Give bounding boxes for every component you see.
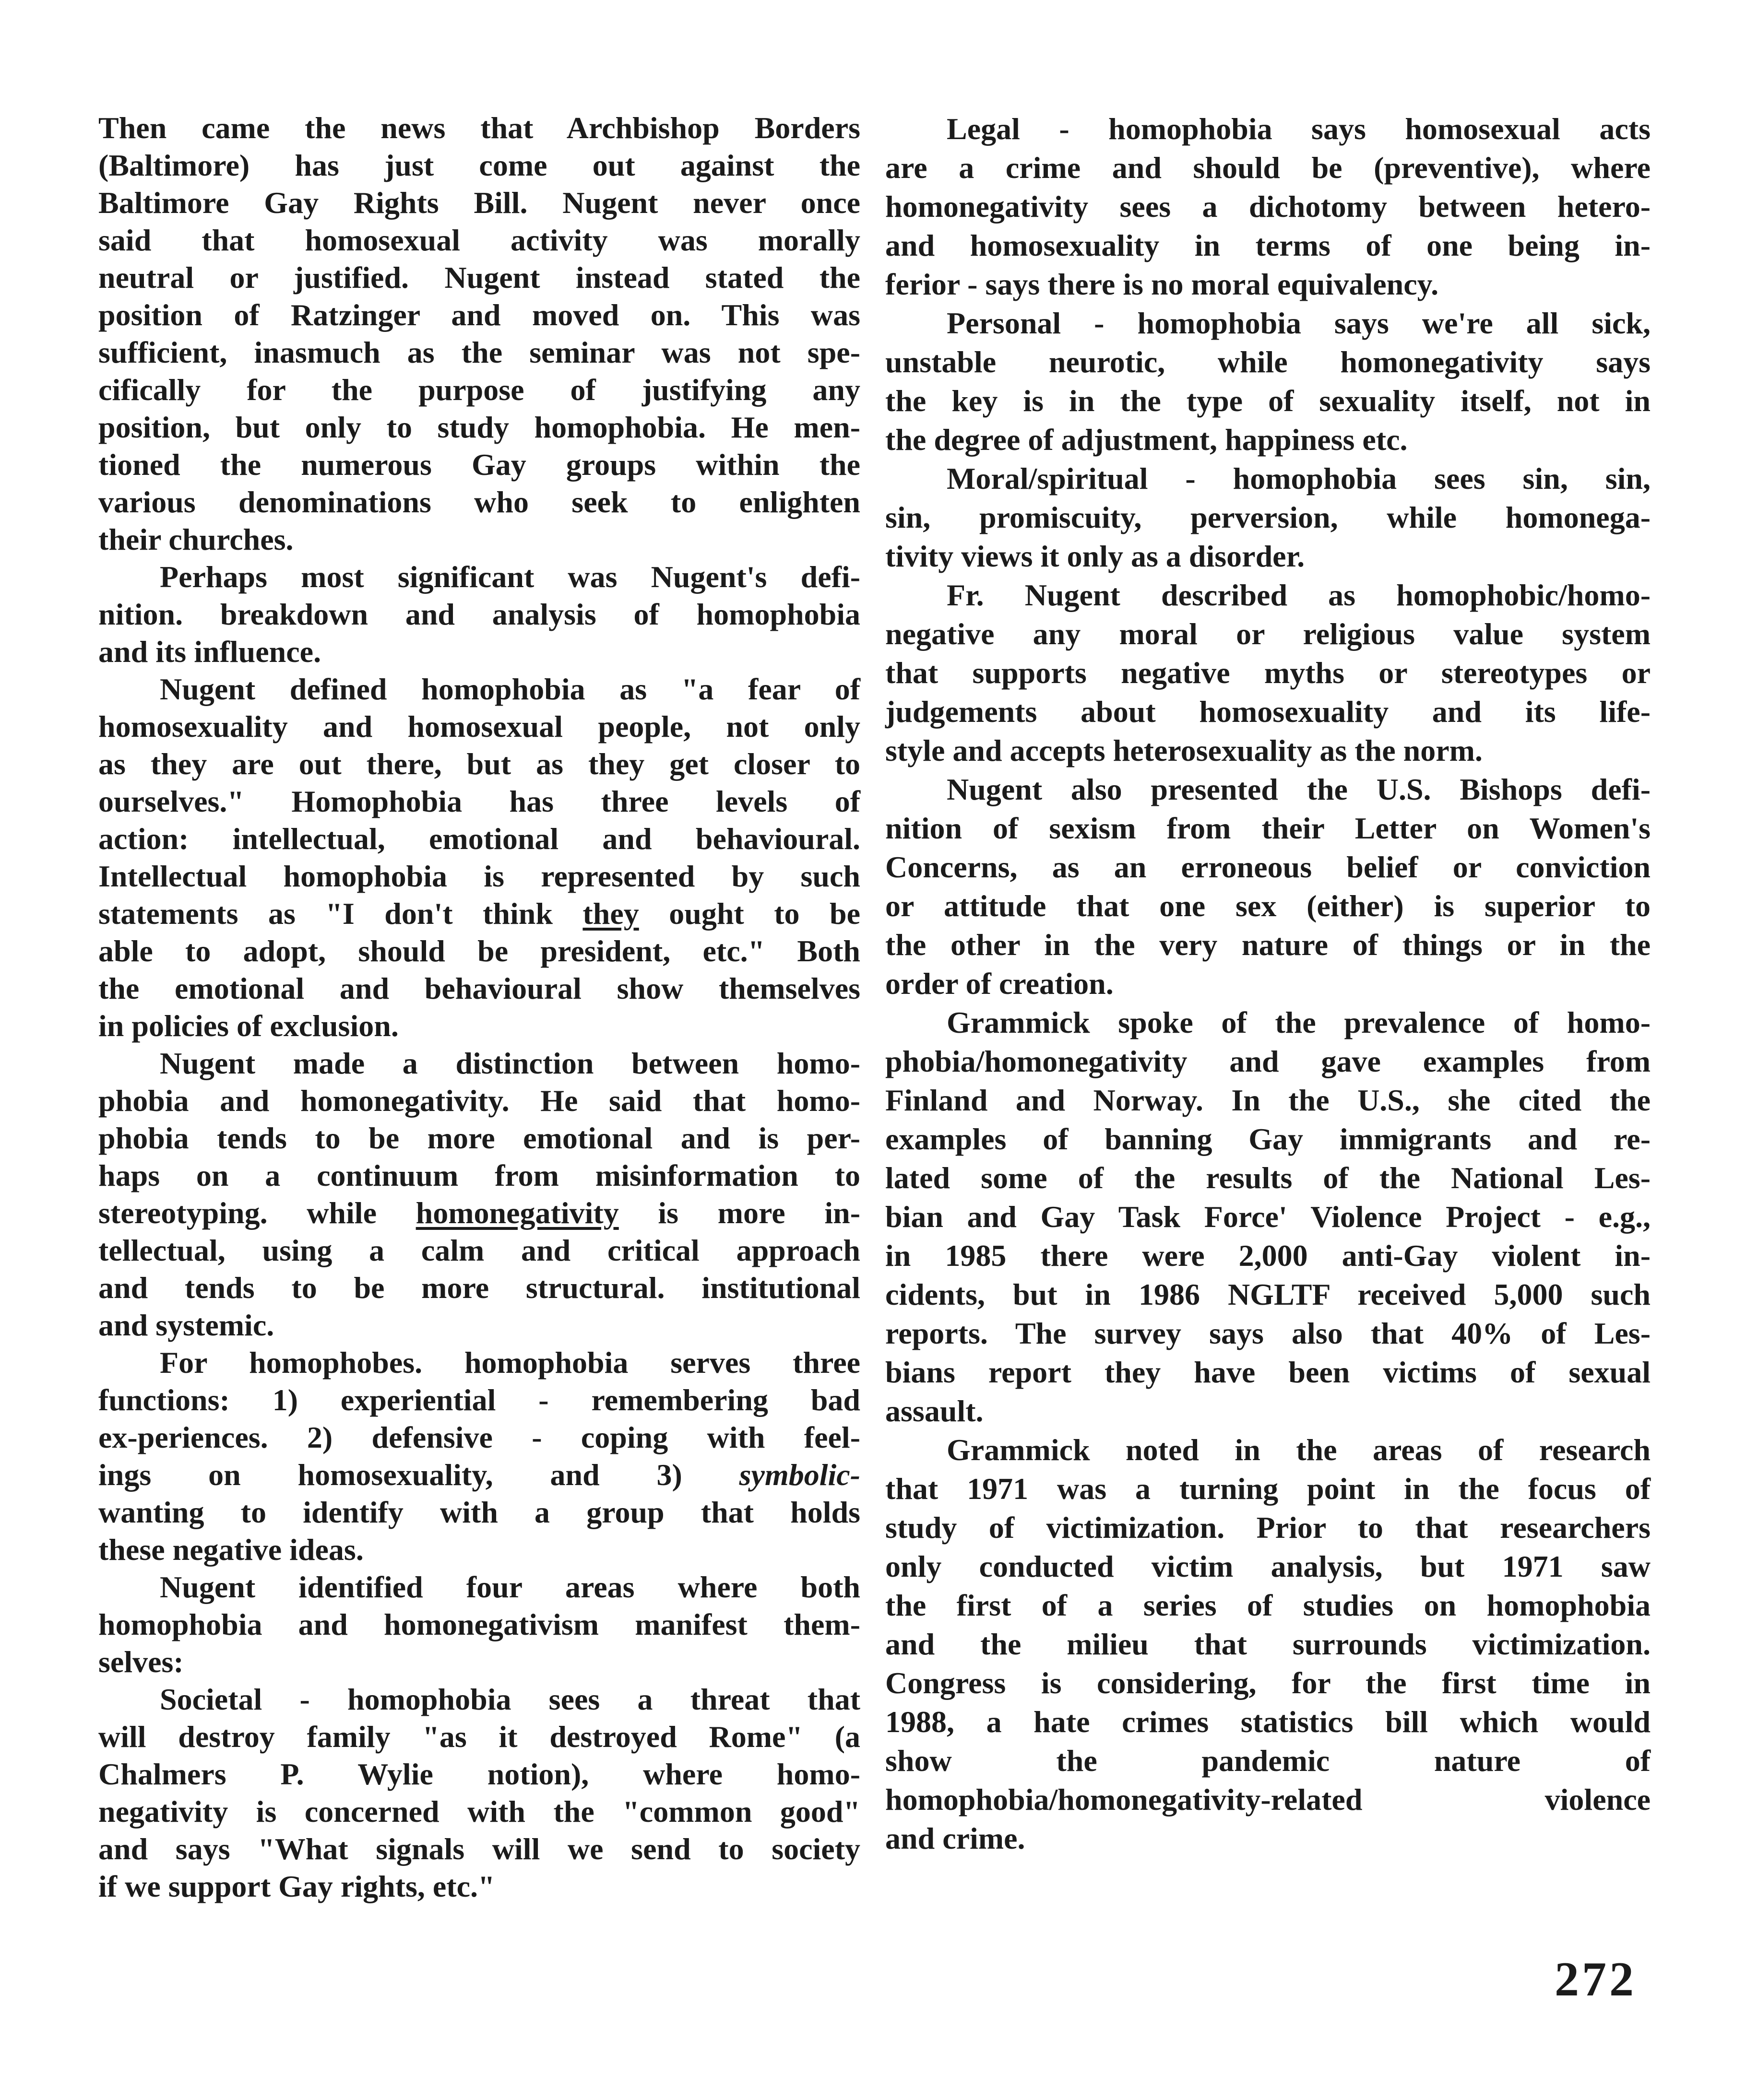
- text-segment: haps on a continuum from misinformation to: [98, 1158, 860, 1192]
- text-segment: ourselves." Homophobia has three levels of: [98, 784, 860, 818]
- text-segment: action: intellectual, emotional and behavioural.: [98, 822, 860, 856]
- text-line: [885, 848, 1651, 886]
- text-segment: position, but only to study homophobia. He men-: [98, 410, 860, 444]
- text-line: [98, 1194, 860, 1232]
- text-line: [98, 222, 860, 259]
- text-segment: show the pandemic nature of: [885, 1744, 1651, 1778]
- text-segment: ings on homosexuality, and 3): [98, 1458, 739, 1492]
- text-segment: Nugent made a distinction between homo-: [160, 1046, 860, 1080]
- text-segment: the emotional and behavioural show themselves: [98, 971, 860, 1005]
- text-segment: various denominations who seek to enlighten: [98, 485, 860, 519]
- text-line: [98, 1494, 860, 1531]
- text-segment: style and accepts heterosexuality as the norm.: [885, 733, 1483, 767]
- text-line: [885, 1625, 1651, 1663]
- text-line: [885, 342, 1651, 381]
- text-line: [98, 409, 860, 446]
- text-segment: nition of sexism from their Letter on Women's: [885, 811, 1651, 845]
- text-segment: phobia/homonegativity and gave examples from: [885, 1044, 1651, 1078]
- text-line: [98, 1868, 860, 1905]
- text-line: [885, 1120, 1651, 1158]
- text-line: [98, 184, 860, 222]
- text-line: [98, 596, 860, 633]
- text-segment: the degree of adjustment, happiness etc.: [885, 423, 1408, 457]
- text-segment: that supports negative myths or stereotypes or: [885, 656, 1651, 690]
- text-segment: selves:: [98, 1645, 184, 1679]
- text-segment: or attitude that one sex (either) is superior to: [885, 889, 1651, 923]
- text-line: [885, 1780, 1651, 1819]
- text-segment: ex-periences. 2) defensive - coping with feel-: [98, 1420, 860, 1454]
- text-line: [98, 970, 860, 1007]
- text-segment: will destroy family "as it destroyed Rome" (a: [98, 1720, 860, 1754]
- text-line: [885, 1430, 1651, 1469]
- text-line: [885, 1003, 1651, 1042]
- text-line: [98, 745, 860, 783]
- text-line: [885, 1197, 1651, 1236]
- text-line: [98, 109, 860, 147]
- text-line: [98, 1045, 860, 1082]
- text-line: [98, 558, 860, 596]
- text-line: [98, 371, 860, 409]
- text-line: [98, 1007, 860, 1045]
- text-segment: ferior - says there is no moral equivalency.: [885, 267, 1439, 301]
- text-line: [885, 1586, 1651, 1625]
- text-segment: bians report they have been victims of sexual: [885, 1355, 1651, 1389]
- text-line: [885, 459, 1651, 498]
- text-segment: Congress is considering, for the first time in: [885, 1666, 1651, 1700]
- text-segment: the key is in the type of sexuality itself, not in: [885, 384, 1651, 418]
- text-line: [98, 1307, 860, 1344]
- text-segment: is more in-: [618, 1196, 861, 1230]
- text-line: [98, 895, 860, 932]
- text-segment: study of victimization. Prior to that researchers: [885, 1510, 1651, 1545]
- text-line: [885, 731, 1651, 770]
- text-line: [885, 964, 1651, 1003]
- text-line: [98, 820, 860, 858]
- text-segment: unstable neurotic, while homonegativity says: [885, 345, 1651, 379]
- text-line: [98, 1569, 860, 1606]
- text-segment: and homosexuality in terms of one being in-: [885, 228, 1651, 262]
- text-line: [98, 259, 860, 296]
- text-line: [98, 296, 860, 334]
- text-segment: tellectual, using a calm and critical approach: [98, 1233, 860, 1267]
- text-line: [885, 1392, 1651, 1430]
- text-segment: 1988, a hate crimes statistics bill which would: [885, 1705, 1651, 1739]
- text-line: [885, 1158, 1651, 1197]
- text-line: [885, 1819, 1651, 1858]
- text-segment: neutral or justified. Nugent instead stated the: [98, 260, 860, 295]
- text-line: [885, 498, 1651, 537]
- text-segment: Personal - homophobia says we're all sick,: [947, 306, 1651, 340]
- text-line: [885, 265, 1651, 304]
- text-line: [885, 109, 1651, 148]
- text-segment: and crime.: [885, 1821, 1025, 1855]
- text-line: [98, 1232, 860, 1269]
- text-line: [885, 381, 1651, 420]
- text-segment: Fr. Nugent described as homophobic/homo-: [947, 578, 1651, 612]
- text-segment: position of Ratzinger and moved on. This was: [98, 298, 860, 332]
- text-segment: homonegativity sees a dichotomy between hetero-: [885, 189, 1651, 224]
- text-segment: statements as "I don't think: [98, 897, 583, 931]
- text-segment: homophobia/homonegativity-related violence: [885, 1782, 1651, 1817]
- text-segment: Societal - homophobia sees a threat that: [160, 1682, 860, 1716]
- text-line: [885, 1081, 1651, 1120]
- text-segment: Grammick noted in the areas of research: [947, 1433, 1651, 1467]
- text-segment: lated some of the results of the National Les-: [885, 1161, 1651, 1195]
- underlined-text: homonegativity: [416, 1196, 619, 1230]
- text-segment: assault.: [885, 1394, 984, 1428]
- text-segment: these negative ideas.: [98, 1533, 364, 1567]
- text-line: [885, 576, 1651, 614]
- text-segment: cifically for the purpose of justifying any: [98, 373, 860, 407]
- text-line: [98, 1681, 860, 1718]
- text-line: [98, 932, 860, 970]
- text-segment: For homophobes. homophobia serves three: [160, 1345, 860, 1380]
- text-line: [885, 1741, 1651, 1780]
- text-line: [98, 484, 860, 521]
- text-segment: and tends to be more structural. institutional: [98, 1271, 860, 1305]
- text-line: [885, 1508, 1651, 1547]
- text-line: [98, 147, 860, 184]
- text-segment: Perhaps most significant was Nugent's defi-: [160, 560, 860, 594]
- text-segment: negativity is concerned with the "common good": [98, 1794, 860, 1829]
- text-line: [98, 1531, 860, 1569]
- text-segment: and its influence.: [98, 635, 321, 669]
- text-segment: tioned the numerous Gay groups within the: [98, 448, 860, 482]
- text-line: [885, 1236, 1651, 1275]
- text-segment: are a crime and should be (preventive), where: [885, 151, 1651, 185]
- text-segment: and the milieu that surrounds victimization.: [885, 1627, 1651, 1661]
- text-line: [885, 886, 1651, 925]
- text-segment: Legal - homophobia says homosexual acts: [947, 112, 1651, 146]
- text-segment: in 1985 there were 2,000 anti-Gay violent in-: [885, 1239, 1651, 1273]
- text-column-right: [885, 109, 1651, 1858]
- text-line: [98, 446, 860, 484]
- text-segment: that 1971 was a turning point in the focus of: [885, 1472, 1651, 1506]
- text-line: [98, 1643, 860, 1681]
- text-segment: order of creation.: [885, 967, 1114, 1001]
- text-segment: said that homosexual activity was morally: [98, 223, 860, 257]
- text-segment: Concerns, as an erroneous belief or conviction: [885, 850, 1651, 884]
- text-line: [98, 633, 860, 671]
- text-segment: negative any moral or religious value system: [885, 617, 1651, 651]
- text-segment: able to adopt, should be president, etc." Both: [98, 934, 860, 968]
- text-line: [885, 925, 1651, 964]
- text-segment: sufficient, inasmuch as the seminar was not spe-: [98, 335, 860, 369]
- text-segment: phobia and homonegativity. He said that homo-: [98, 1084, 860, 1118]
- text-line: [885, 692, 1651, 731]
- page-number: 272: [1555, 1952, 1637, 2006]
- text-segment: the first of a series of studies on homophobia: [885, 1588, 1651, 1622]
- text-segment: only conducted victim analysis, but 1971 saw: [885, 1549, 1651, 1583]
- text-segment: Moral/spiritual - homophobia sees sin, sin,: [947, 461, 1651, 496]
- text-line: [98, 1381, 860, 1419]
- text-line: [885, 537, 1651, 576]
- text-line: [98, 783, 860, 820]
- text-segment: if we support Gay rights, etc.": [98, 1869, 495, 1903]
- text-line: [98, 1830, 860, 1868]
- text-line: [98, 1793, 860, 1830]
- text-segment: Nugent identified four areas where both: [160, 1570, 860, 1604]
- text-line: [98, 1344, 860, 1381]
- italic-text: symbolic-: [739, 1458, 860, 1492]
- text-line: [885, 1663, 1651, 1702]
- text-line: [98, 1157, 860, 1194]
- text-segment: in policies of exclusion.: [98, 1009, 399, 1043]
- text-segment: examples of banning Gay immigrants and re-: [885, 1122, 1651, 1156]
- text-segment: Then came the news that Archbishop Borders: [98, 111, 860, 145]
- text-segment: wanting to identify with a group that holds: [98, 1495, 860, 1529]
- text-line: [885, 770, 1651, 809]
- text-line: [885, 614, 1651, 653]
- text-segment: Grammick spoke of the prevalence of homo-: [947, 1005, 1651, 1039]
- text-segment: homosexuality and homosexual people, not only: [98, 709, 860, 743]
- text-line: [98, 1606, 860, 1643]
- text-segment: sin, promiscuity, perversion, while homonega-: [885, 500, 1651, 534]
- text-line: [885, 187, 1651, 226]
- text-line: [885, 1275, 1651, 1314]
- text-line: [98, 671, 860, 708]
- text-segment: cidents, but in 1986 NGLTF received 5,000 such: [885, 1277, 1651, 1311]
- text-segment: their churches.: [98, 522, 294, 556]
- text-segment: (Baltimore) has just come out against the: [98, 148, 860, 182]
- text-line: [98, 1269, 860, 1307]
- text-segment: ought to be: [639, 897, 861, 931]
- text-segment: reports. The survey says also that 40% of Les-: [885, 1316, 1651, 1350]
- text-line: [885, 1702, 1651, 1741]
- text-segment: stereotyping. while: [98, 1196, 416, 1230]
- text-line: [98, 858, 860, 895]
- text-segment: and says "What signals will we send to society: [98, 1832, 860, 1866]
- text-segment: Nugent defined homophobia as "a fear of: [160, 672, 860, 706]
- text-segment: Baltimore Gay Rights Bill. Nugent never once: [98, 186, 860, 220]
- text-line: [885, 1314, 1651, 1353]
- text-line: [885, 304, 1651, 342]
- text-segment: the other in the very nature of things or in the: [885, 928, 1651, 962]
- text-line: [885, 1353, 1651, 1392]
- text-line: [885, 226, 1651, 265]
- text-line: [98, 334, 860, 371]
- text-line: [98, 708, 860, 745]
- text-line: [885, 653, 1651, 692]
- text-segment: functions: 1) experiential - remembering bad: [98, 1383, 860, 1417]
- text-segment: homophobia and homonegativism manifest them-: [98, 1607, 860, 1641]
- text-line: [885, 148, 1651, 187]
- text-segment: phobia tends to be more emotional and is per-: [98, 1121, 860, 1155]
- text-segment: Intellectual homophobia is represented by such: [98, 859, 860, 893]
- text-line: [98, 1456, 860, 1494]
- text-segment: nition. breakdown and analysis of homophobia: [98, 597, 860, 631]
- text-line: [885, 1469, 1651, 1508]
- text-segment: Nugent also presented the U.S. Bishops defi-: [947, 772, 1651, 806]
- text-line: [98, 1419, 860, 1456]
- text-line: [98, 1718, 860, 1756]
- text-line: [98, 521, 860, 558]
- text-line: [885, 809, 1651, 848]
- text-line: [885, 420, 1651, 459]
- text-segment: as they are out there, but as they get closer to: [98, 747, 860, 781]
- text-line: [98, 1756, 860, 1793]
- text-segment: tivity views it only as a disorder.: [885, 539, 1305, 573]
- text-line: [885, 1547, 1651, 1586]
- text-segment: Chalmers P. Wylie notion), where homo-: [98, 1757, 860, 1791]
- text-line: [98, 1082, 860, 1120]
- underlined-text: they: [582, 897, 639, 931]
- text-segment: and systemic.: [98, 1308, 274, 1342]
- text-segment: bian and Gay Task Force' Violence Project - e.g.,: [885, 1200, 1651, 1234]
- text-column-left: [98, 109, 860, 1905]
- text-segment: Finland and Norway. In the U.S., she cited the: [885, 1083, 1651, 1117]
- text-segment: judgements about homosexuality and its life-: [885, 695, 1651, 729]
- text-line: [885, 1042, 1651, 1081]
- text-line: [98, 1120, 860, 1157]
